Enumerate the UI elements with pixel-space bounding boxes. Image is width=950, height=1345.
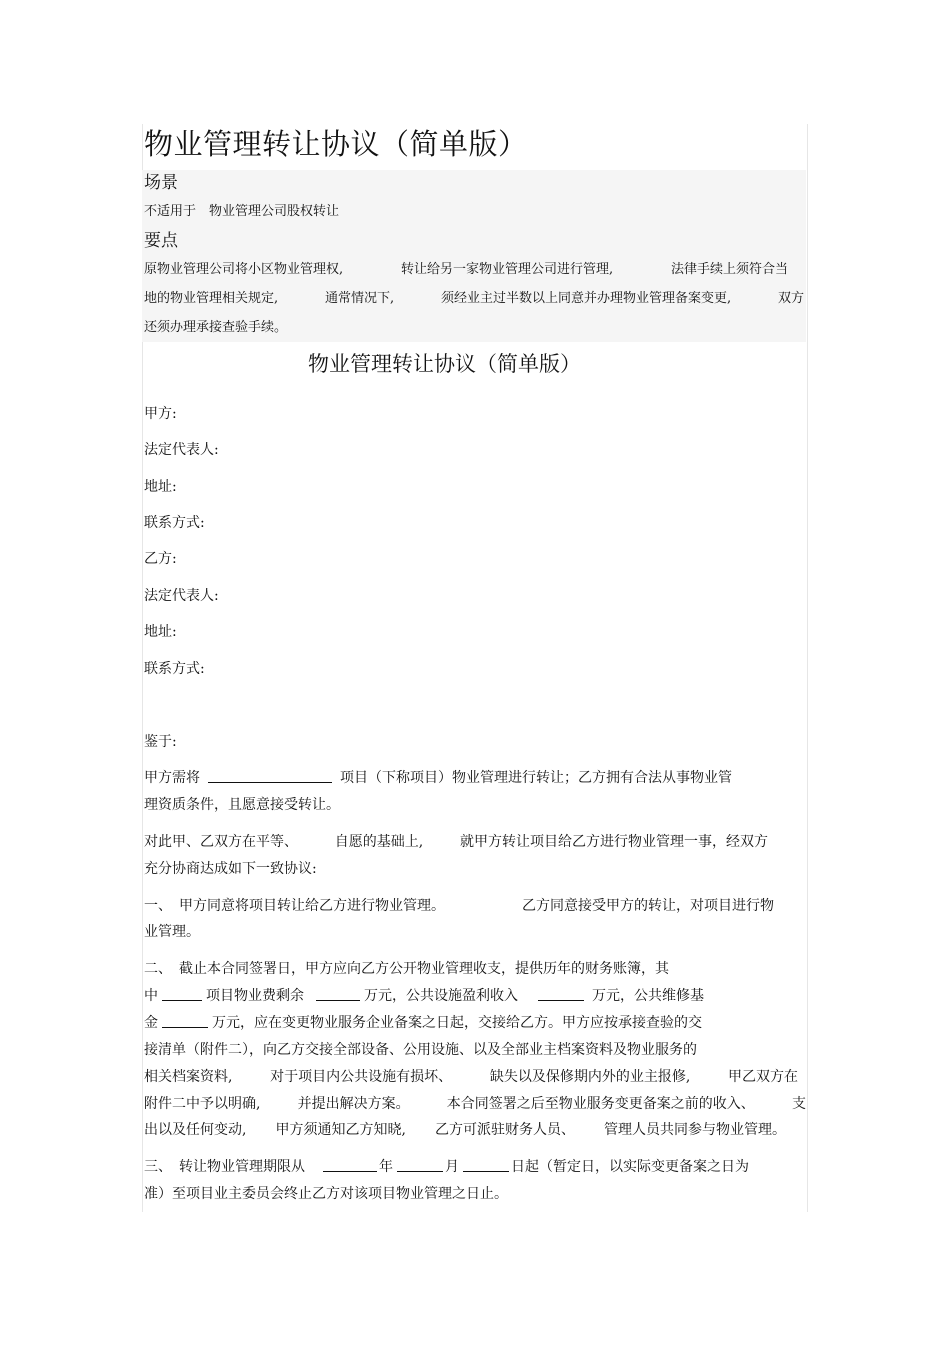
paragraph-2-line-2: 充分协商达成如下一致协议: <box>144 861 317 877</box>
key-points-line-1 <box>144 261 788 279</box>
start-day-blank[interactable] <box>463 1157 509 1172</box>
clause-2-line-2 <box>144 986 806 1006</box>
maintenance-fund-blank[interactable] <box>162 1013 208 1028</box>
facility-income-blank[interactable] <box>538 986 584 1001</box>
clause-text: 本合同签署之后至物业服务变更备案之前的收入、 <box>446 1096 755 1112</box>
clause-text: 并提出解决方案。 <box>297 1096 410 1112</box>
start-year-blank[interactable] <box>323 1157 377 1172</box>
key-points-text: 地的物业管理相关规定, <box>144 291 279 306</box>
clause-text: 万元，应在变更物业服务企业备案之日起，交接给乙方。甲方应按承接查验的交 <box>212 1015 702 1031</box>
clause-text: 年 <box>379 1159 393 1175</box>
key-points-line-3: 还须办理承接查验手续。 <box>144 320 288 335</box>
clause-text: 乙方同意接受甲方的转让，对项目进行物 <box>522 898 774 914</box>
paragraph-1-line-2: 理资质条件，且愿意接受转让。 <box>144 797 340 813</box>
party-b-representative-label: 法定代表人: <box>144 588 219 604</box>
clause-2-line-3 <box>144 1013 806 1033</box>
key-points-line-2 <box>144 290 804 308</box>
clause-text: 月 <box>445 1159 459 1175</box>
clause-text: 出以及任何变动, <box>144 1122 247 1138</box>
fee-balance-blank[interactable] <box>316 986 360 1001</box>
paragraph-text: 对此甲、乙双方在平等、 <box>144 834 298 850</box>
key-points-text: 通常情况下, <box>324 291 395 306</box>
project-fee-blank[interactable] <box>162 986 202 1001</box>
party-b-contact-label: 联系方式: <box>144 661 205 677</box>
paragraph-text: 自愿的基础上, <box>334 834 424 850</box>
party-a-address-label: 地址: <box>144 479 177 495</box>
clause-text: 甲乙双方在 <box>727 1069 798 1085</box>
party-a-representative-label: 法定代表人: <box>144 442 219 458</box>
paragraph-2-line-1 <box>144 832 768 852</box>
clause-2-line-6 <box>144 1094 806 1114</box>
scene-heading: 场景 <box>144 173 178 193</box>
clause-text: 三、 转让物业管理期限从 <box>144 1159 305 1175</box>
clause-3-line-2: 准）至项目业主委员会终止乙方对该项目物业管理之日止。 <box>144 1186 508 1202</box>
key-points-text: 法律手续上须符合当 <box>670 262 788 277</box>
scene-text: 不适用于 物业管理公司股权转让 <box>144 204 340 219</box>
clause-text: 甲方须通知乙方知晓, <box>275 1122 406 1138</box>
clause-text: 乙方可派驻财务人员、 <box>434 1122 575 1138</box>
paragraph-text: 项目（下称项目）物业管理进行转让；乙方拥有合法从事物业管 <box>340 770 732 786</box>
clause-text: 支 <box>791 1096 806 1112</box>
party-a-label: 甲方: <box>144 406 177 422</box>
clause-2-line-5 <box>144 1067 798 1087</box>
clause-text: 缺失以及保修期内外的业主报修, <box>489 1069 691 1085</box>
party-b-label: 乙方: <box>144 551 177 567</box>
party-a-contact-label: 联系方式: <box>144 515 205 531</box>
main-title: 物业管理转让协议（简单版） <box>144 127 528 161</box>
party-b-address-label: 地址: <box>144 624 177 640</box>
clause-text: 相关档案资料, <box>144 1069 233 1085</box>
clause-text: 对于项目内公共设施有损坏、 <box>270 1069 453 1085</box>
clause-1-line-2: 业管理。 <box>144 924 200 940</box>
key-points-text: 原物业管理公司将小区物业管理权, <box>144 262 344 277</box>
clause-text: 中 <box>144 988 158 1004</box>
clause-2-line-1: 二、 截止本合同签署日，甲方应向乙方公开物业管理收支，提供历年的财务账簿，其 <box>144 961 669 977</box>
start-month-blank[interactable] <box>397 1157 443 1172</box>
clause-text: 附件二中予以明确, <box>144 1096 261 1112</box>
clause-text: 金 <box>144 1015 158 1031</box>
paragraph-text: 就甲方转让项目给乙方进行物业管理一事，经双方 <box>459 834 768 850</box>
clause-text: 万元，公共维修基 <box>592 988 704 1004</box>
clause-2-line-7 <box>144 1120 786 1140</box>
paragraph-text: 甲方需将 <box>144 770 200 786</box>
clause-1-line-1 <box>144 896 774 916</box>
clause-2-line-4: 接清单（附件二），向乙方交接全部设备、公用设施、以及全部业主档案资料及物业服务的 <box>144 1042 697 1058</box>
clause-text: 一、 甲方同意将项目转让给乙方进行物业管理。 <box>144 898 445 914</box>
summary-box <box>142 170 806 342</box>
clause-3-line-1 <box>144 1157 806 1177</box>
key-points-heading: 要点 <box>144 231 178 251</box>
paragraph-1-line-1 <box>144 768 806 788</box>
clause-text: 项目物业费剩余 <box>206 988 304 1004</box>
key-points-text: 双方 <box>777 291 804 306</box>
project-name-blank[interactable] <box>208 768 332 783</box>
clause-text: 管理人员共同参与物业管理。 <box>604 1122 786 1138</box>
clause-text: 万元，公共设施盈利收入 <box>364 988 518 1004</box>
key-points-text: 须经业主过半数以上同意并办理物业管理备案变更, <box>440 291 732 306</box>
clause-text: 日起（暂定日，以实际变更备案之日为 <box>511 1159 749 1175</box>
whereas-label: 鉴于: <box>144 734 177 750</box>
key-points-text: 转让给另一家物业管理公司进行管理, <box>400 262 614 277</box>
agreement-title: 物业管理转让协议（简单版） <box>308 352 581 376</box>
